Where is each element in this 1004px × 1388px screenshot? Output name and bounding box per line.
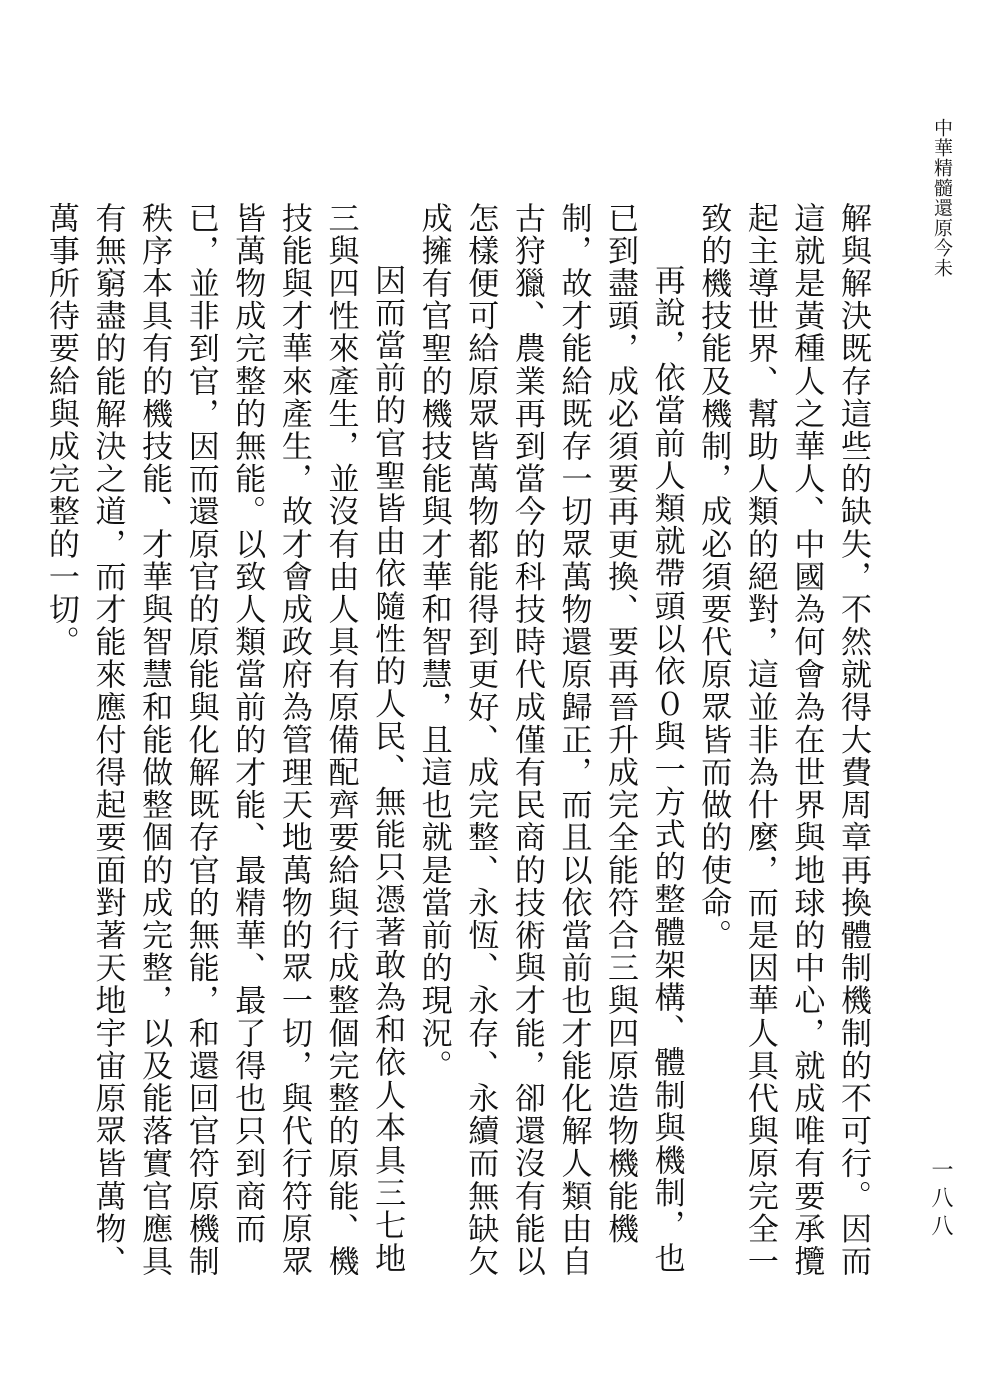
- paragraph: 解與解決既存這些的缺失，不然就得大費周章再換體制機制的不可行。因而這就是黃種人之華人、中國為何會為在世界與地球的中心，就成唯有要承攬起主導世界、幫助人類的絕對，這並非為什麼，而是因華人具代與原完全一致的機技能及機制，成必須要代原眾皆而做的使命。: [695, 202, 871, 1278]
- paragraph: 因而當前的官聖皆由依隨性的人民、無能只憑著敢為和依人本具三七地三與四性來產生，並沒有由人具有原備配齊要給與行成整個完整的原能、機技能與才華來產生，故才會成政府為管理天地萬物的眾一切，與代行符原眾皆萬物成完整的無能。以致人類當前的才能、最精華、最了得也只到商而已，並非到官，因而還原官的原能與化解既存官的無能，和還回官符原機制秩序本具有的機技能、才華與智慧和能做整個的成完整，以及能落實官應具有無窮盡的能解決之道，而才能來應付得起要面對著天地宇宙原眾皆萬物、萬事所待要給與成完整的一切。: [42, 202, 406, 1278]
- body-text: [42, 202, 876, 1292]
- running-title: 中華精髓還原今未: [931, 118, 953, 278]
- page-number: 一八八: [928, 1158, 953, 1242]
- paragraph: 再說，依當前人類就帶頭以依０與一方式的整體架構、體制與機制，也已到盡頭，成必須要再更換、要再晉升成完全能符合三與四原造物機能機制，故才能給既存一切眾萬物還原歸正，而且以依當前也才能化解人類由自古狩獵、農業再到當今的科技時代成僅有民商的技術與才能，卻還沒有能以怎樣便可給原眾皆萬物都能得到更好、成完整、永恆、永存、永續而無缺欠成擁有官聖的機技能與才華和智慧，且這也就是當前的現況。: [415, 202, 685, 1278]
